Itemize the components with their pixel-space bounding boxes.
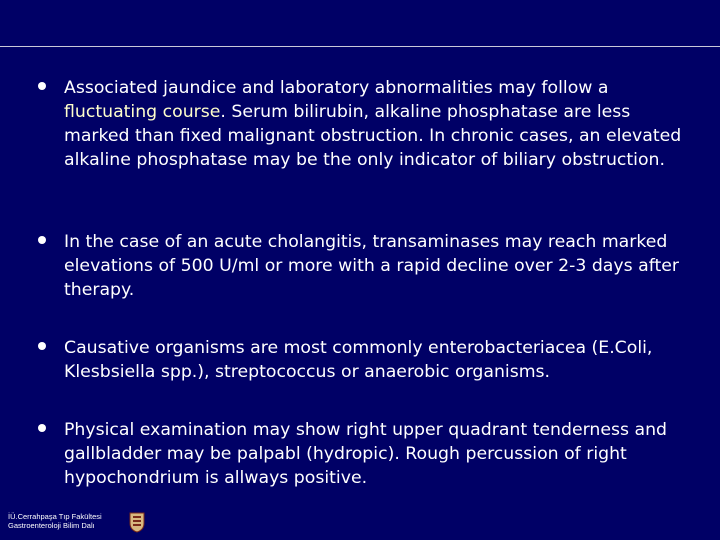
university-emblem-icon (128, 511, 146, 533)
bullet-text-3: Causative organisms are most commonly enterobacteriacea (E.Coli, Klesbsiella spp.), streptococcus or anaerobic organisms. (64, 338, 653, 382)
footer-line-1: İÜ.Cerrahpaşa Tıp Fakültesi (8, 512, 102, 521)
bullet-text-1-highlight: fluctuating course (64, 102, 221, 122)
bullet-text-1-pre: Associated jaundice and laboratory abnormalities may follow a (64, 78, 609, 98)
bullet-text-2: In the case of an acute cholangitis, transaminases may reach marked elevations of 500 U/ml or more with a rapid decline over 2-3 days after therapy. (64, 232, 680, 300)
footer-institution (8, 512, 102, 530)
bullet-text-4: Physical examination may show right upper quadrant tenderness and gallbladder may be palpabl (hydropic). Rough percussion of right hypochondrium is allways positive. (64, 420, 667, 488)
top-divider (0, 46, 720, 47)
bullet-dot-icon (38, 82, 46, 90)
bullet-dot-icon (38, 342, 46, 350)
bullet-text-1-post: . Serum bilirubin, alkaline phosphatase are less marked than fixed malignant obstruction. In chronic cases, an elevated alkaline phosphatase may be the only indicator of biliary obstruction. (64, 102, 682, 170)
bullet-text-1 (64, 76, 698, 172)
footer-line-2: Gastroenteroloji Bilim Dalı (8, 521, 95, 530)
bullet-dot-icon (38, 424, 46, 432)
bullet-dot-icon (38, 236, 46, 244)
